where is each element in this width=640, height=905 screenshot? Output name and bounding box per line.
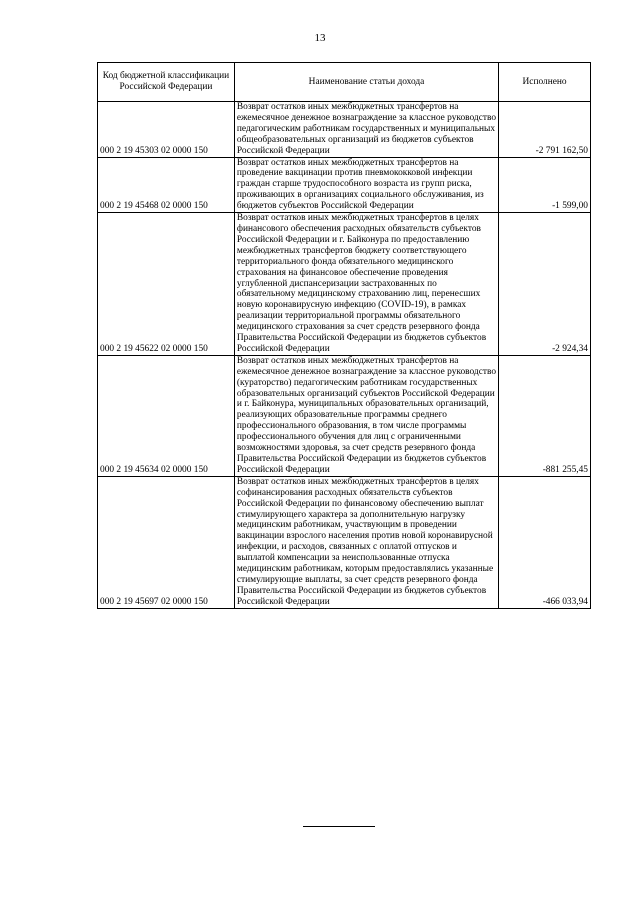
table-header-row	[98, 63, 591, 102]
header-name: Наименование статьи дохода	[234, 63, 498, 102]
row-amount: -2 924,34	[499, 213, 591, 356]
row-name: Возврат остатков иных межбюджетных трансфертов на ежемесячное денежное вознаграждение за классное руководство педагогическим работникам государственных и муниципальных общеобразовательных организаций из бюджетов субъектов Российской Федерации	[234, 102, 498, 158]
table-row	[98, 213, 591, 356]
page-number: 13	[314, 32, 326, 44]
row-name: Возврат остатков иных межбюджетных трансфертов в целях софинансирования расходных обязательств субъектов Российской Федерации по финансовому обеспечению выплат стимулирующего характера за дополнительную нагрузку медицинским работникам, участвующим в проведении вакцинации взрослого населения против новой коронавирусной инфекции, и расходов, связанных с оплатой отпусков и выплатой компенсации за неиспользованные отпуска медицинским работникам, которым предоставлялись указанные стимулирующие выплаты, за счет средств резервного фонда Правительства Российской Федерации из бюджетов субъектов Российской Федерации	[234, 476, 498, 608]
row-amount: -1 599,00	[499, 157, 591, 213]
table-row	[98, 102, 591, 158]
table-row	[98, 355, 591, 476]
header-amount: Исполнено	[499, 63, 591, 102]
row-amount: -881 255,45	[499, 355, 591, 476]
row-name: Возврат остатков иных межбюджетных трансфертов в целях финансового обеспечения расходных обязательств субъектов Российской Федерации и г. Байконура по предоставлению межбюджетных трансфертов бюджету соответствующего территориального фонда обязательного медицинского страхования на финансовое обеспечение проведения углубленной диспансеризации застрахованных по обязательному медицинскому страхованию лиц, перенесших новую коронавирусную инфекцию (COVID-19), в рамках реализации территориальной программы обязательного медицинского страхования за счет средств резервного фонда Правительства Российской Федерации из бюджетов субъектов Российской Федерации	[234, 213, 498, 356]
row-name: Возврат остатков иных межбюджетных трансфертов на проведение вакцинации против пневмококковой инфекции граждан старше трудоспособного возраста из групп риска, проживающих в организациях социального обслуживания, из бюджетов субъектов Российской Федерации	[234, 157, 498, 213]
table-row	[98, 157, 591, 213]
row-amount: -2 791 162,50	[499, 102, 591, 158]
row-code: 000 2 19 45303 02 0000 150	[98, 102, 235, 158]
header-code: Код бюджетной классификации Российской Федерации	[98, 63, 235, 102]
row-code: 000 2 19 45622 02 0000 150	[98, 213, 235, 356]
row-code: 000 2 19 45697 02 0000 150	[98, 476, 235, 608]
row-code: 000 2 19 45634 02 0000 150	[98, 355, 235, 476]
row-code: 000 2 19 45468 02 0000 150	[98, 157, 235, 213]
footer-divider	[303, 826, 375, 827]
row-name: Возврат остатков иных межбюджетных трансфертов на ежемесячное денежное вознаграждение за классное руководство (кураторство) педагогическим работникам государственных образовательных организаций субъектов Российской Федерации и г. Байконура, муниципальных образовательных организаций, реализующих образовательные программы среднего профессионального образования, в том числе программы профессионального обучения для лиц с ограниченными возможностями здоровья, за счет средств резервного фонда Правительства Российской Федерации из бюджетов субъектов Российской Федерации	[234, 355, 498, 476]
table-row	[98, 476, 591, 608]
budget-table	[97, 62, 591, 609]
row-amount: -466 033,94	[499, 476, 591, 608]
